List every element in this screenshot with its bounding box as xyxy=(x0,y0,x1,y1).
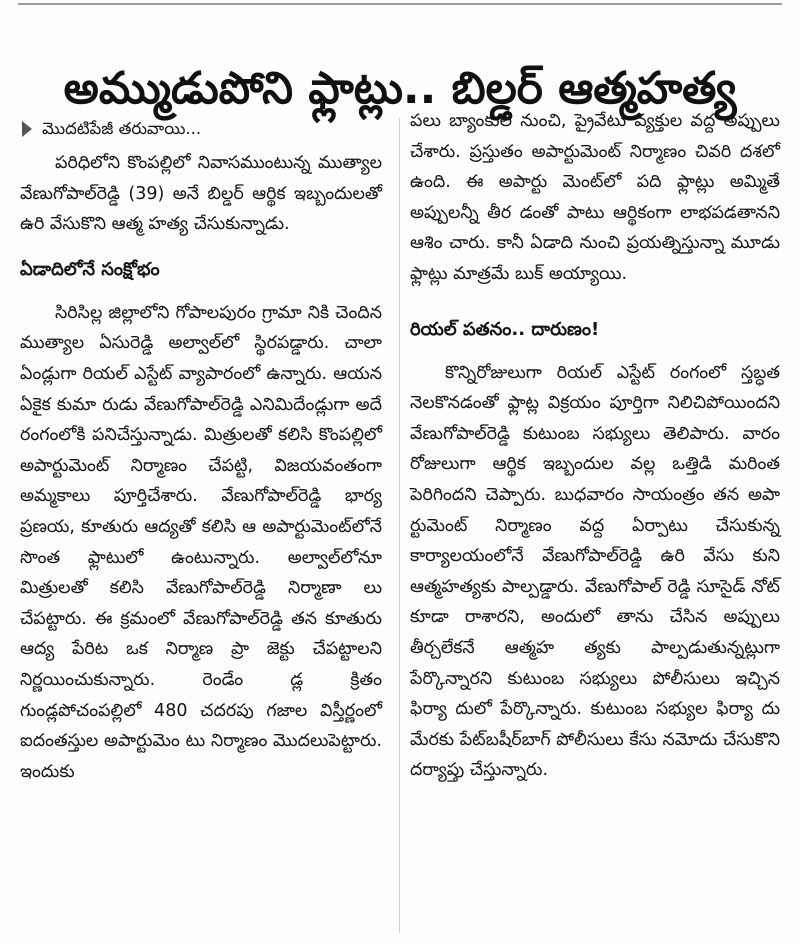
body-paragraph: కొన్నిరోజులుగా రియల్ ఎస్టేట్ రంగంలో స్తబ్ధత నెలకొనడంతో ఫ్లాట్ల విక్రయం పూర్తిగా నిలిచిపోయిందని వేణుగోపాల్‌రెడ్డి కుటుంబ సభ్యులు తెలిపారు. వారం రోజులుగా ఆర్థిక ఇబ్బందుల వల్ల ఒత్తిడి మరింత పెరిగిందని చెప్పారు. బుధవారం సాయంత్రం తన అపా ర్టుమెంట్ నిర్మాణం వద్ద ఏర్పాటు చేసుకున్న కార్యాలయంలోనే వేణుగోపాల్‌రెడ్డి ఉరి వేసు కుని ఆత్మహత్యకు పాల్పడ్డారు. వేణుగోపాల్ రెడ్డి సూసైడ్ నోట్ కూడా రాశారని, అందులో తాను చేసిన అప్పులు తీర్చలేకనే ఆత్మహ త్యకు పాల్పడుతున్నట్లుగా పేర్కొన్నారని కుటుంబ సభ్యులు పోలీసులు ఇచ్చిన ఫిర్యా దులో పేర్కొన్నారు. కుటుంబ సభ్యుల ఫిర్యా దు మేరకు పేట్‌బషీర్‌బాగ్ పోలీసులు కేసు నమోదు చేసుకొని దర్యాప్తు చేస్తున్నారు. xyxy=(410,362,780,781)
right-column xyxy=(410,106,780,786)
body-paragraph: సిరిసిల్ల జిల్లాలోని గోపాలపురం గ్రామా నికి చెందిన ముత్యాల ఏసురెడ్డి అల్వాల్‌లో స్థిరపడ్డారు. చాలా ఏండ్లుగా రియల్ ఎస్టేట్ వ్యాపారంలో ఉన్నారు. ఆయన ఏకైక కుమా రుడు వేణుగోపాల్‌రెడ్డి ఎనిమిదేండ్లుగా అదే రంగంలోకి పనిచేస్తున్నాడు. మిత్రులతో కలిసి కొంపల్లిలో అపార్టుమెంట్ నిర్మాణం చేపట్టి, విజయవంతంగా అమ్మకాలు పూర్తిచేశారు. వేణుగోపాల్‌రెడ్డి భార్య ప్రణయ, కూతురు ఆద్యతో కలిసి ఆ అపార్టుమెంట్‌లోనే సొంత ఫ్లాటులో ఉంటున్నారు. అల్వాల్‌లోనూ మిత్రులతో కలిసి వేణుగోపాల్‌రెడ్డి నిర్మాణా లు చేపట్టారు. ఈ క్రమంలో వేణుగోపాల్‌రెడ్డి తన కూతురు ఆద్య పేరిట ఒక నిర్మాణ ప్రా జెక్టు చేపట్టాలని నిర్ణయించుకున్నారు. రెండేం డ్ల క్రితం గుండ్లపోచంపల్లిలో 480 చదరపు గజాల విస్తీర్ణంలో ఐదంతస్తుల అపార్టుమెం టు నిర్మాణం మొదలుపెట్టారు. ఇందుకు xyxy=(20,302,382,782)
body-paragraph: పలు బ్యాంకుల నుంచి, ప్రైవేటు వ్యక్తుల వద్ద అప్పులు చేశారు. ప్రస్తుతం అపార్టుమెంట్ నిర్మాణం చివరి దశలో ఉంది. ఈ అపార్టు మెంట్‌లో పది ఫ్లాట్లు అమ్మితే అప్పులన్నీ తీర డంతో పాటు ఆర్థికంగా లాభపడతానని ఆశిం చారు. కానీ ఏడాది నుంచి ప్రయత్నిస్తున్నా మూడు ఫ్లాట్లు మాత్రమే బుక్ అయ్యాయి. xyxy=(410,111,780,284)
subheading-crisis: ఏడాదిలోనే సంక్షోభం xyxy=(20,258,160,280)
column-divider xyxy=(399,118,400,933)
continuation-label: మొదటిపేజీ తరువాయి... xyxy=(42,118,202,138)
left-column xyxy=(20,112,390,787)
arrow-right-icon xyxy=(22,121,32,137)
continuation-line xyxy=(20,112,382,146)
intro-paragraph: పరిధిలోని కొంపల్లిలో నివాసముంటున్న ముత్యాల వేణుగోపాల్‌రెడ్డి (39) అనే బిల్డర్ ఆర్థిక ఇబ్బందులతో ఉరి వేసుకొని ఆత్మ హత్య చేసుకున్నాడు. xyxy=(20,153,382,235)
top-rule xyxy=(18,3,782,5)
headline: అమ్ముడుపోని ఫ్లాట్లు.. బిల్డర్ ఆత్మహత్య xyxy=(63,63,737,115)
subheading-real-estate: రియల్ పతనం.. దారుణం! xyxy=(410,318,600,340)
